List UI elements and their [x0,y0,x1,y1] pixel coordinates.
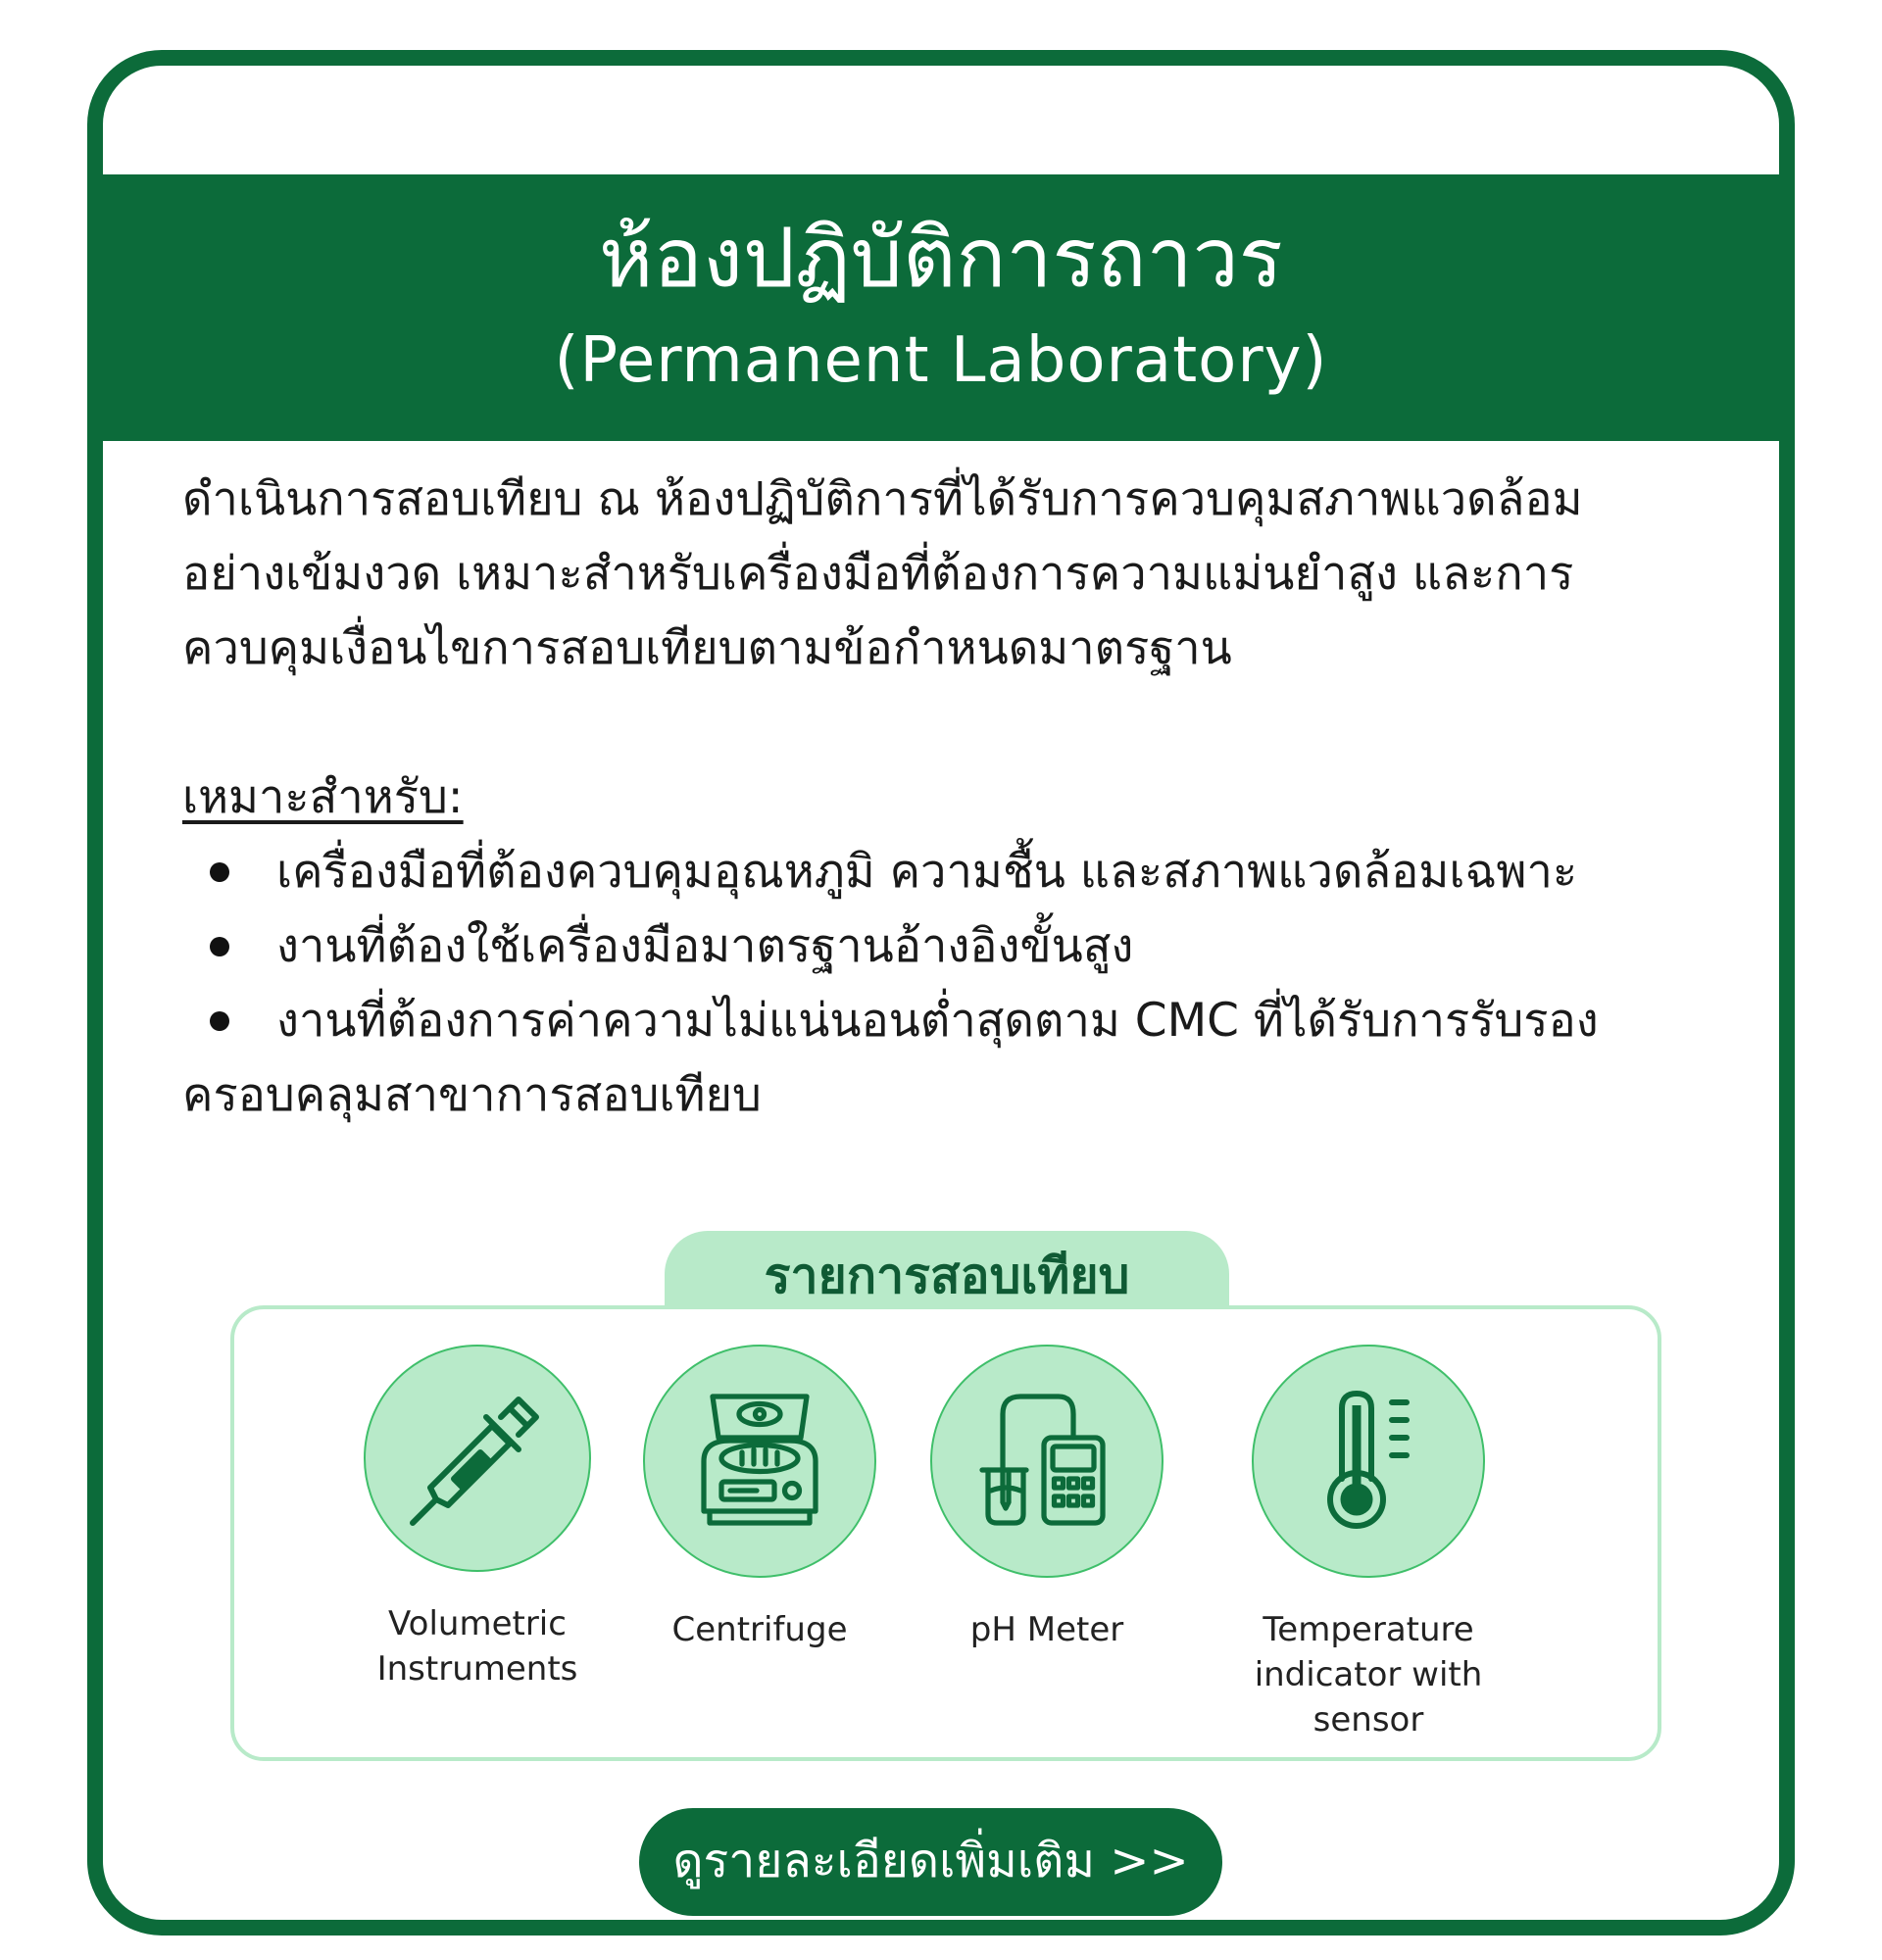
description-section [182,463,1731,1133]
suitable-list [182,835,1731,1058]
view-more-button[interactable]: ดูรายละเอียดเพิ่มเติม >> [639,1808,1222,1916]
description-line: ดำเนินการสอบเทียบ ณ ห้องปฏิบัติการที่ได้รับการควบคุมสภาพแวดล้อม [182,472,1583,526]
header-banner [103,174,1779,441]
ph-meter-icon [973,1388,1120,1535]
calibration-tab: รายการสอบเทียบ [665,1231,1229,1325]
list-item: เครื่องมือที่ต้องควบคุมอุณหภูมิ ความชื้น และสภาพแวดล้อมเฉพาะ [182,835,1731,909]
bullet-icon [210,862,229,882]
calibration-item-ph-meter [900,1345,1194,1652]
description-line: อย่างเข้มงวด เหมาะสำหรับเครื่องมือที่ต้องการความแม่นยำสูง และการ [182,547,1574,601]
calibration-item-volumetric [330,1345,624,1691]
calibration-item-label: Centrifuge [671,1610,848,1649]
calibration-item-label: pH Meter [969,1610,1124,1649]
calibration-list [230,1305,1661,1761]
calibration-item-temperature [1221,1345,1515,1742]
list-item: งานที่ต้องใช้เครื่องมือมาตรฐานอ้างอิงขั้นสูง [182,909,1731,984]
suitable-heading: เหมาะสำหรับ: [182,770,464,824]
coverage-text: ครอบคลุมสาขาการสอบเทียบ [182,1068,762,1122]
thermometer-icon [1295,1388,1442,1535]
bullet-icon [210,1011,229,1031]
description-line: ควบคุมเงื่อนไขการสอบเทียบตามข้อกำหนดมาตรฐาน [182,621,1232,675]
page-subtitle: (Permanent Laboratory) [554,324,1328,397]
bullet-icon [210,937,229,956]
pipette-icon [404,1385,551,1532]
calibration-item-label: Volumetric Instruments [376,1604,578,1689]
calibration-item-centrifuge [613,1345,907,1652]
calibration-item-label: Temperature indicator with sensor [1254,1610,1483,1740]
page-title: ห้องปฏิบัติการถาวร [599,210,1283,306]
list-item: งานที่ต้องการค่าความไม่แน่นอนต่ำสุดตาม CMC ที่ได้รับการรับรอง [182,984,1731,1058]
lab-card [87,50,1795,1936]
centrifuge-icon [686,1388,833,1535]
